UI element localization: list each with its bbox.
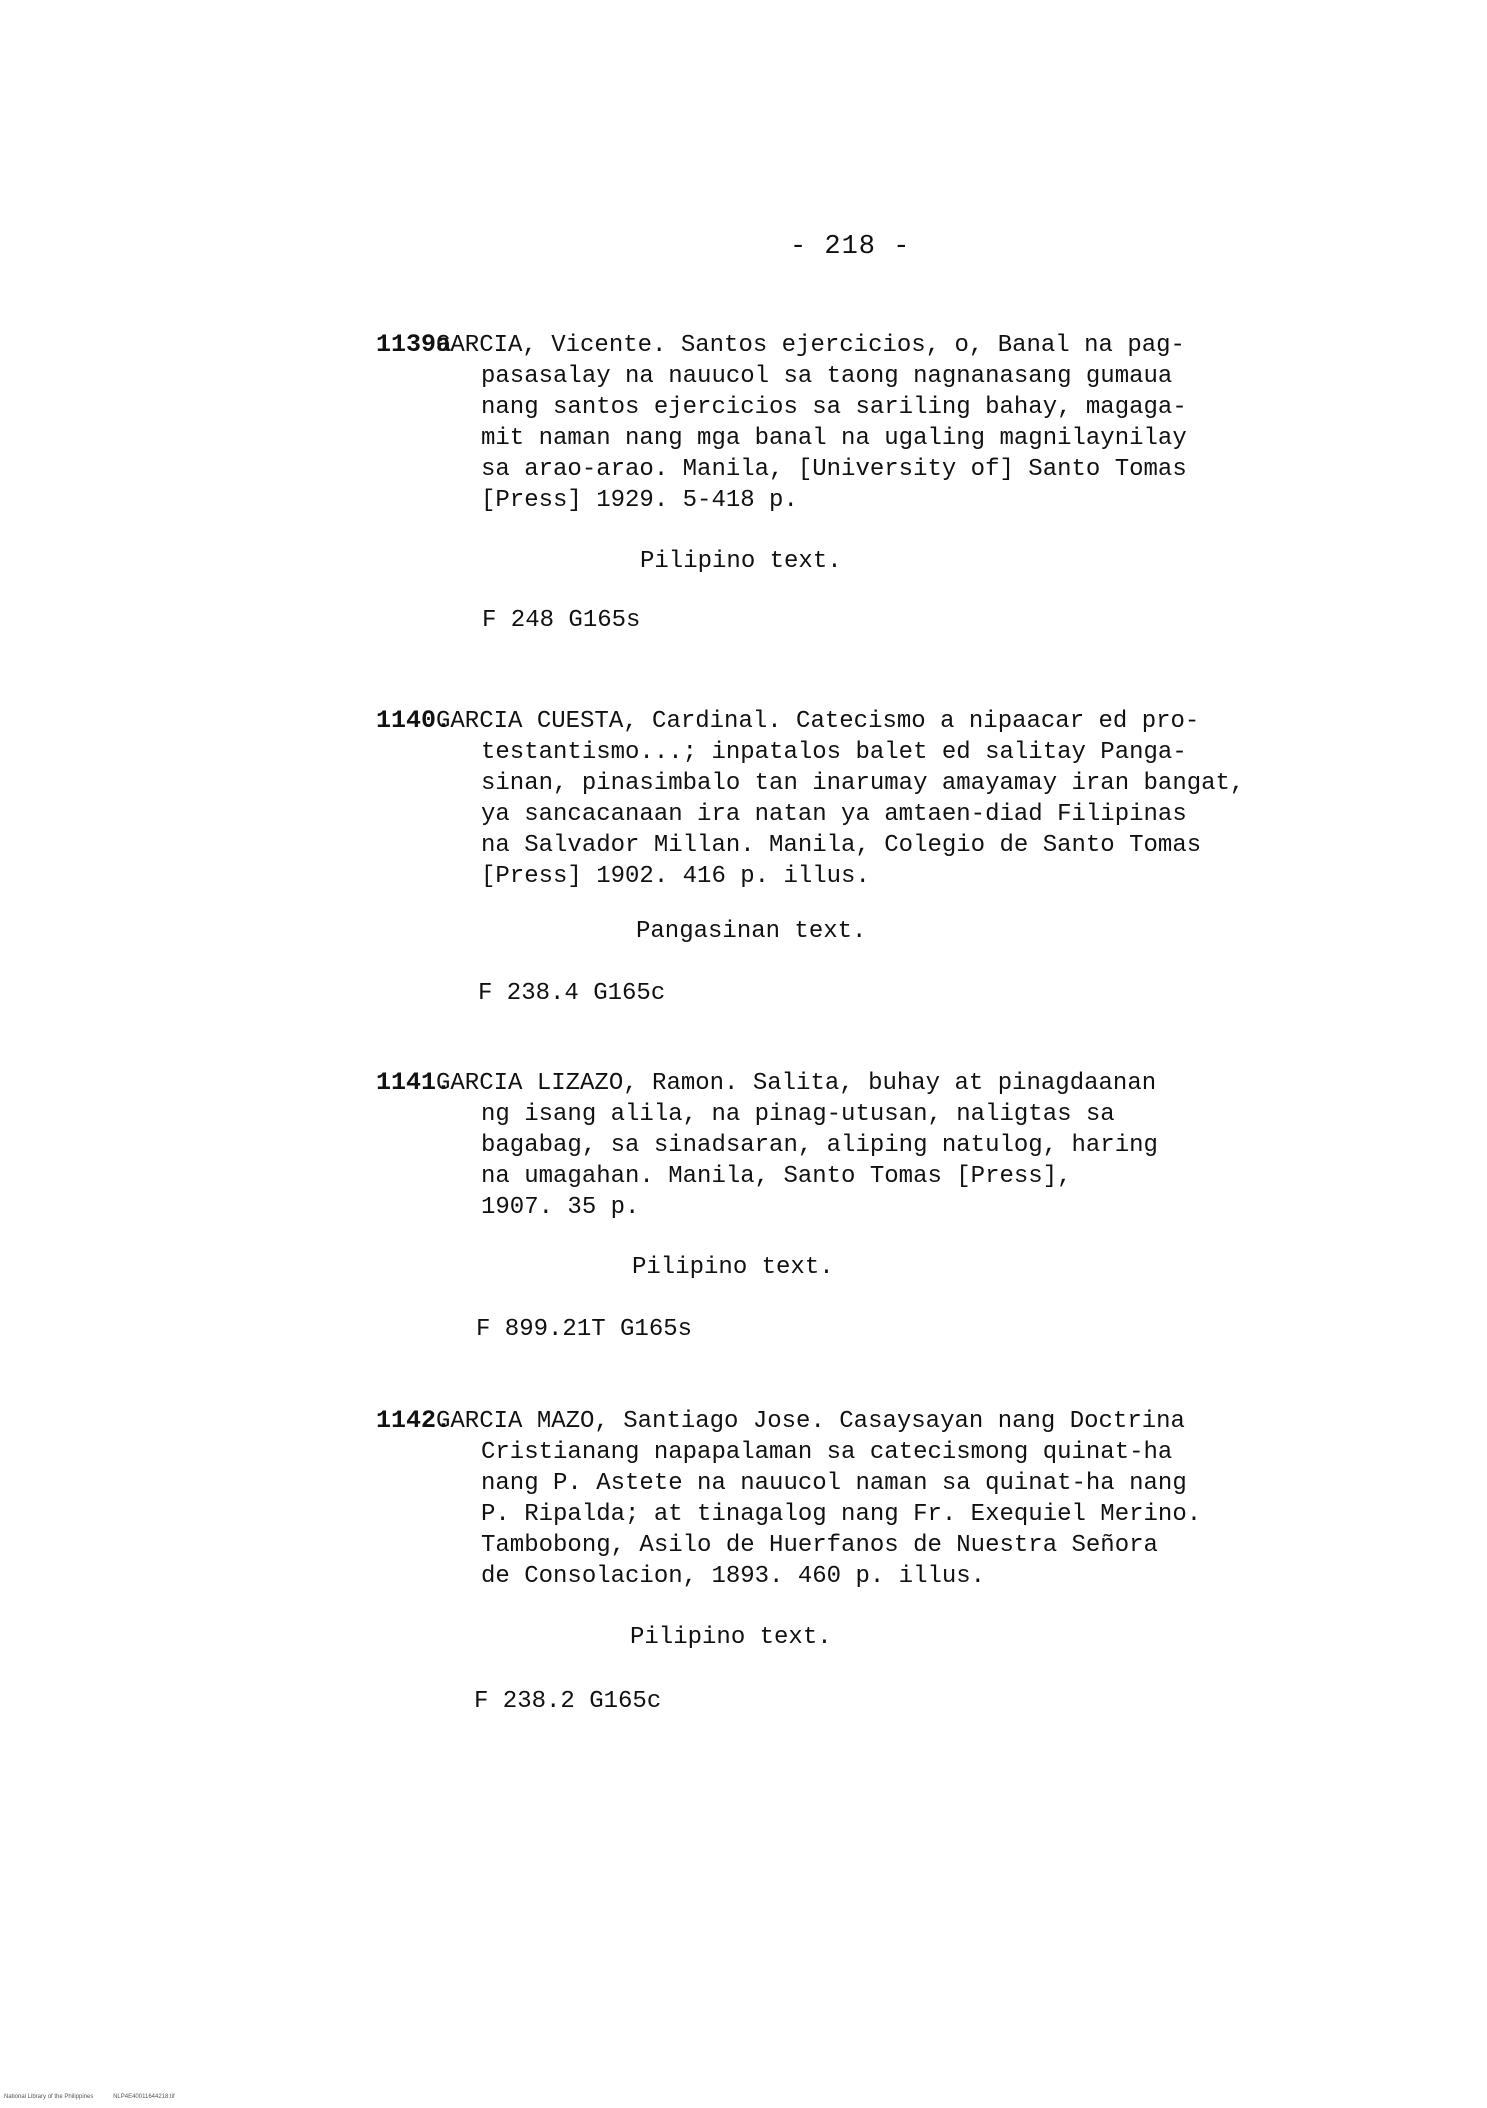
footer-library: National Library of the Philippines [4, 2094, 94, 2100]
page-number: - 218 - [790, 232, 911, 262]
entry-number: 1142. [376, 1406, 452, 1435]
bibliography-entry [376, 706, 1356, 892]
entry-number: 1140. [376, 706, 452, 735]
call-number: F 238.2 G165c [474, 1688, 662, 1715]
language-note: Pilipino text. [632, 1254, 834, 1281]
language-note: Pilipino text. [640, 548, 842, 575]
call-number: F 238.4 G165c [478, 980, 666, 1007]
language-note: Pangasinan text. [636, 918, 867, 945]
bibliography-entry [376, 1406, 1356, 1592]
footer-filename: NLP4E40011644218.tif [113, 2094, 175, 2100]
entry-number: 1141. [376, 1068, 452, 1097]
entry-citation: GARCIA CUESTA, Cardinal. Catecismo a nipaacar ed pro- testantismo...; inpatalos balet ed salitay Panga- sinan, pinasimbalo tan inarumay amayamay iran bangat, ya sancacanaan ira natan ya amtaen-diad Filipinas na Salvador Millan. Manila, Colegio de Santo Tomas [Press] 1902. 416 p. illus. [436, 708, 1245, 890]
scan-footer [4, 2094, 193, 2100]
entry-citation: GARCIA, Vicente. Santos ejercicios, o, Banal na pag- pasasalay na nauucol sa taong nagnanasang gumaua nang santos ejercicios sa sariling bahay, magaga- mit naman nang mga banal na ugaling magnilaynilay sa arao-arao. Manila, [University of] Santo Tomas [Press] 1929. 5-418 p. [436, 332, 1187, 514]
call-number: F 248 G165s [482, 607, 641, 634]
bibliography-entry [376, 1068, 1356, 1223]
language-note: Pilipino text. [630, 1624, 832, 1651]
entry-citation: GARCIA MAZO, Santiago Jose. Casaysayan nang Doctrina Cristianang napapalaman sa catecismong quinat-ha nang P. Astete na nauucol naman sa quinat-ha nang P. Ripalda; at tinagalog nang Fr. Exequiel Merino. Tambobong, Asilo de Huerfanos de Nuestra Señora de Consolacion, 1893. 460 p. illus. [436, 1408, 1202, 1590]
call-number: F 899.21T G165s [476, 1316, 693, 1343]
bibliography-entry [376, 330, 1356, 516]
entry-number: 1139a [376, 330, 452, 359]
entry-citation: GARCIA LIZAZO, Ramon. Salita, buhay at pinagdaanan ng isang alila, na pinag-utusan, naligtas sa bagabag, sa sinadsaran, aliping natulog, haring na umagahan. Manila, Santo Tomas [Press], 1907. 35 p. [436, 1070, 1158, 1221]
